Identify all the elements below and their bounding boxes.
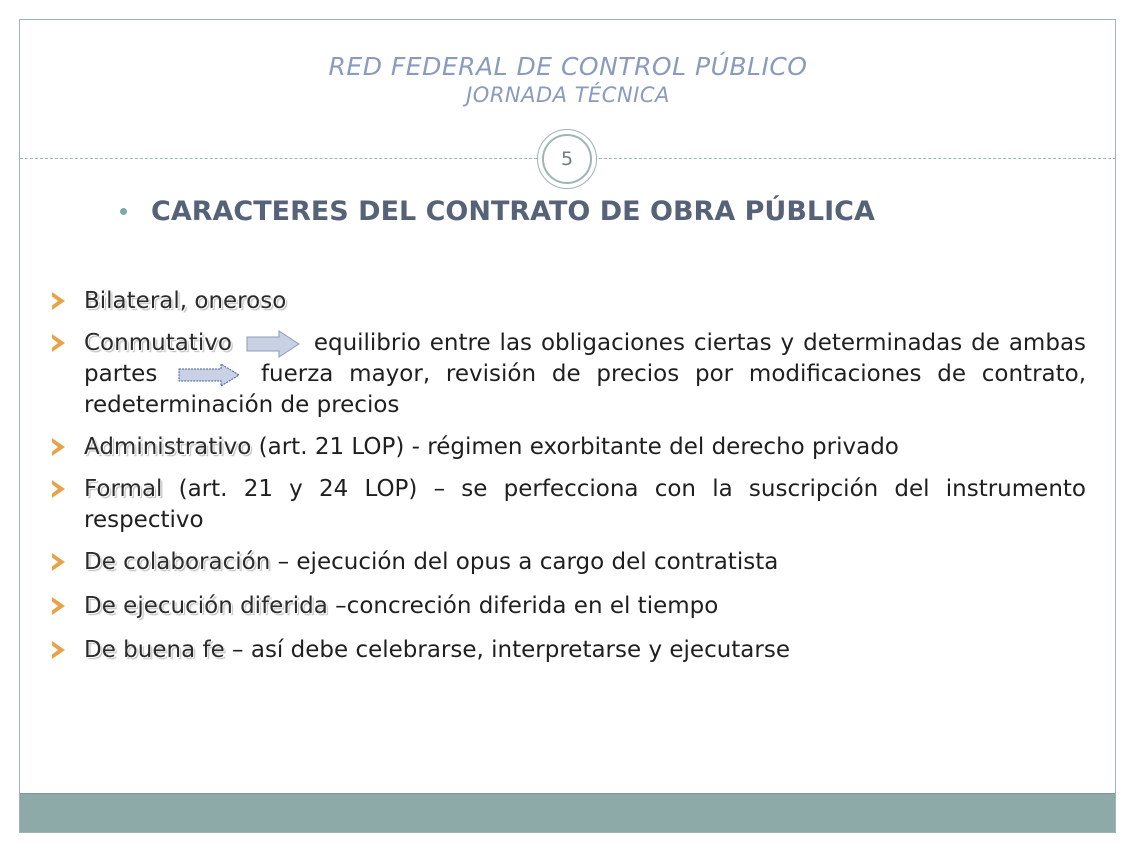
right-block-arrow-icon bbox=[245, 329, 301, 359]
heading-text: CARACTERES DEL CONTRATO DE OBRA PÚBLICA bbox=[151, 196, 875, 227]
item-text: – así debe celebrarse, interpretarse y ejecutarse bbox=[232, 637, 790, 663]
orange-arrow-bullet-icon bbox=[52, 553, 65, 571]
list-item bbox=[50, 591, 1086, 622]
list-item bbox=[50, 635, 1086, 666]
item-text: –concreción diferida en el tiempo bbox=[335, 593, 719, 619]
item-text: (art. 21 y 24 LOP) – se perfecciona con la suscripción del instrumento respectivo bbox=[84, 476, 1086, 533]
orange-arrow-bullet-icon bbox=[52, 292, 65, 310]
page-number: 5 bbox=[542, 134, 592, 184]
item-text: equilibrio entre las obligaciones ciertas y determinadas de ambas partes bbox=[84, 330, 1087, 387]
item-text: – ejecución del opus a cargo del contratista bbox=[277, 549, 779, 575]
orange-arrow-bullet-icon bbox=[52, 334, 65, 352]
orange-arrow-bullet-icon bbox=[52, 641, 65, 659]
characteristics-list bbox=[50, 286, 1086, 679]
slide-header bbox=[0, 52, 1136, 108]
item-term: Bilateral, oneroso bbox=[84, 288, 287, 314]
item-term: De ejecución diferida bbox=[84, 593, 328, 619]
item-text: (art. 21 LOP) - régimen exorbitante del derecho privado bbox=[258, 434, 899, 460]
dot-bullet-icon bbox=[120, 208, 127, 215]
header-subtitle: JORNADA TÉCNICA bbox=[466, 83, 670, 107]
item-term: De colaboración bbox=[84, 549, 271, 575]
list-item bbox=[50, 328, 1086, 421]
item-term: Administrativo bbox=[84, 434, 252, 460]
orange-arrow-bullet-icon bbox=[52, 480, 65, 498]
list-item bbox=[50, 432, 1086, 463]
orange-arrow-bullet-icon bbox=[52, 438, 65, 456]
slide-heading bbox=[120, 196, 875, 227]
list-item bbox=[50, 547, 1086, 578]
page-number-badge bbox=[537, 129, 597, 189]
item-term: De buena fe bbox=[84, 637, 225, 663]
header-title: RED FEDERAL DE CONTROL PÚBLICO bbox=[328, 52, 808, 81]
footer-band bbox=[20, 793, 1115, 832]
list-item bbox=[50, 474, 1086, 536]
item-term: Formal bbox=[84, 476, 163, 502]
orange-arrow-bullet-icon bbox=[52, 597, 65, 615]
right-block-arrow-icon bbox=[177, 363, 241, 387]
item-text: fuerza mayor, revisión de precios por modificaciones de contrato, redeterminación de precios bbox=[84, 361, 1087, 418]
item-term: Conmutativo bbox=[84, 330, 232, 356]
list-item bbox=[50, 286, 1086, 317]
